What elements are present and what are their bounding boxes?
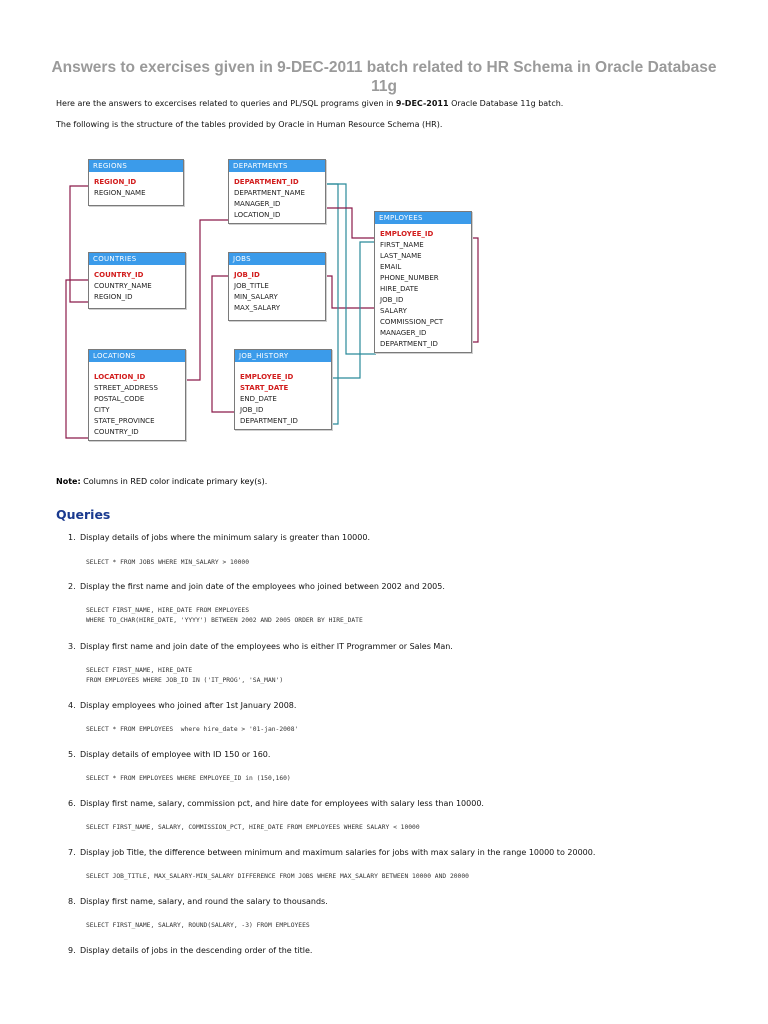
query-number: 1. [68, 533, 76, 542]
column-street-address: STREET_ADDRESS [94, 384, 158, 392]
fk-region [70, 186, 90, 302]
intro-text: Here are the answers to excercises related to queries and PL/SQL programs given in [56, 99, 396, 108]
query-text: Display employees who joined after 1st January 2008. [80, 701, 297, 710]
column-region-id: REGION_ID [94, 293, 133, 301]
column-first-name: FIRST_NAME [380, 241, 424, 249]
query-text: Display the first name and join date of the employees who joined between 2002 and 2005. [80, 582, 445, 591]
query-text: Display first name, salary, commission pct, and hire date for employees with salary less than 10000. [80, 799, 484, 808]
regions-table [88, 159, 184, 206]
column-state-province: STATE_PROVINCE [94, 417, 155, 425]
intro-line-1 [56, 99, 563, 108]
query-item [68, 533, 370, 542]
column-country-name: COUNTRY_NAME [94, 282, 152, 290]
note [56, 477, 267, 486]
locations-table [88, 349, 186, 441]
table-header: JOBS [229, 253, 325, 265]
query-item [68, 848, 595, 857]
note-text: Columns in RED color indicate primary key(s). [80, 477, 268, 486]
column-manager-id: MANAGER_ID [380, 329, 427, 337]
column-location-id: LOCATION_ID [234, 211, 281, 219]
query-item [68, 642, 453, 651]
sql-code: SELECT * FROM EMPLOYEES WHERE EMPLOYEE_ID in (150,160) [86, 775, 291, 782]
column-min-salary: MIN_SALARY [234, 293, 278, 301]
sql-code: SELECT FIRST_NAME, SALARY, ROUND(SALARY, -3) FROM EMPLOYEES [86, 922, 310, 929]
fk-country [66, 280, 90, 438]
query-number: 2. [68, 582, 76, 591]
column-region-name: REGION_NAME [94, 189, 146, 197]
query-item [68, 701, 296, 710]
query-text: Display first name and join date of the employees who is either IT Programmer or Sales Man. [80, 642, 453, 651]
column-end-date: END_DATE [240, 395, 277, 403]
page-title: Answers to exercises given in 9-DEC-2011 batch related to HR Schema in Oracle Database 11g [51, 59, 717, 95]
intro-text-suffix: Oracle Database 11g batch. [448, 99, 564, 108]
column-job-id: JOB_ID [240, 406, 264, 414]
column-email: EMAIL [380, 263, 402, 271]
column-start-date: START_DATE [240, 384, 289, 392]
departments-table [228, 159, 326, 224]
job-history-table [234, 349, 332, 430]
query-item [68, 750, 270, 759]
sql-code: SELECT FIRST_NAME, HIRE_DATE FROM EMPLOYEES WHERE JOB_ID IN ('IT_PROG', 'SA_MAN') [86, 667, 284, 684]
column-country-id: COUNTRY_ID [94, 428, 139, 436]
table-header: DEPARTMENTS [229, 160, 325, 172]
query-number: 3. [68, 642, 76, 651]
column-department-id: DEPARTMENT_ID [380, 340, 438, 348]
jobs-table [228, 252, 326, 321]
column-last-name: LAST_NAME [380, 252, 422, 260]
column-hire-date: HIRE_DATE [380, 285, 419, 293]
query-item [68, 897, 328, 906]
query-number: 6. [68, 799, 76, 808]
column-employee-id: EMPLOYEE_ID [380, 230, 434, 238]
employees-table [374, 211, 472, 353]
fk-dept-manager [322, 208, 378, 238]
column-location-id: LOCATION_ID [94, 373, 146, 381]
column-city: CITY [94, 406, 110, 414]
query-item [68, 799, 484, 808]
sql-code: SELECT * FROM JOBS WHERE MIN_SALARY > 10000 [86, 559, 250, 566]
column-commission-pct: COMMISSION_PCT [380, 318, 444, 326]
sql-code: SELECT FIRST_NAME, SALARY, COMMISSION_PCT, HIRE_DATE FROM EMPLOYEES WHERE SALARY < 10000 [86, 824, 420, 831]
column-manager-id: MANAGER_ID [234, 200, 281, 208]
hr-schema-diagram [60, 150, 480, 450]
table-header: JOB_HISTORY [235, 350, 331, 362]
sql-code: SELECT * FROM EMPLOYEES where hire_date > '01-jan-2008' [86, 726, 299, 733]
query-number: 4. [68, 701, 76, 710]
table-header: REGIONS [89, 160, 183, 172]
query-text: Display details of employee with ID 150 or 160. [80, 750, 271, 759]
query-item [68, 946, 312, 955]
table-header: EMPLOYEES [375, 212, 471, 224]
column-department-id: DEPARTMENT_ID [234, 178, 299, 186]
query-number: 8. [68, 897, 76, 906]
column-phone-number: PHONE_NUMBER [380, 274, 439, 282]
column-country-id: COUNTRY_ID [94, 271, 144, 279]
fk-employee-dept [322, 184, 376, 354]
note-label: Note: [56, 477, 81, 486]
query-number: 5. [68, 750, 76, 759]
query-number: 9. [68, 946, 76, 955]
countries-table [88, 252, 186, 309]
table-header: LOCATIONS [89, 350, 185, 362]
column-job-title: JOB_TITLE [234, 282, 269, 290]
column-department-id: DEPARTMENT_ID [240, 417, 298, 425]
intro-date: 9-DEC-2011 [395, 99, 449, 108]
column-region-id: REGION_ID [94, 178, 137, 186]
column-employee-id: EMPLOYEE_ID [240, 373, 294, 381]
query-item [68, 582, 445, 591]
column-job-id: JOB_ID [234, 271, 260, 279]
column-salary: SALARY [380, 307, 407, 315]
intro-line-2: The following is the structure of the tables provided by Oracle in Human Resource Schema (HR). [56, 120, 443, 129]
query-text: Display details of jobs where the minimum salary is greater than 10000. [80, 533, 370, 542]
query-text: Display details of jobs in the descending order of the title. [80, 946, 313, 955]
column-department-name: DEPARTMENT_NAME [234, 189, 305, 197]
column-postal-code: POSTAL_CODE [94, 395, 145, 403]
table-header: COUNTRIES [89, 253, 185, 265]
column-max-salary: MAX_SALARY [234, 304, 281, 312]
query-number: 7. [68, 848, 76, 857]
query-text: Display first name, salary, and round the salary to thousands. [80, 897, 328, 906]
queries-heading: Queries [56, 507, 111, 522]
sql-code: SELECT FIRST_NAME, HIRE_DATE FROM EMPLOYEES WHERE TO_CHAR(HIRE_DATE, 'YYYY') BETWEEN 2002 AND 2005 ORDER BY HIRE_DATE [86, 607, 363, 624]
column-job-id: JOB_ID [380, 296, 404, 304]
sql-code: SELECT JOB_TITLE, MAX_SALARY-MIN_SALARY DIFFERENCE FROM JOBS WHERE MAX_SALARY BETWEEN 10000 AND 20000 [86, 873, 469, 880]
query-text: Display job Title, the difference between minimum and maximum salaries for jobs with max salary in the range 10000 to 20000. [80, 848, 596, 857]
